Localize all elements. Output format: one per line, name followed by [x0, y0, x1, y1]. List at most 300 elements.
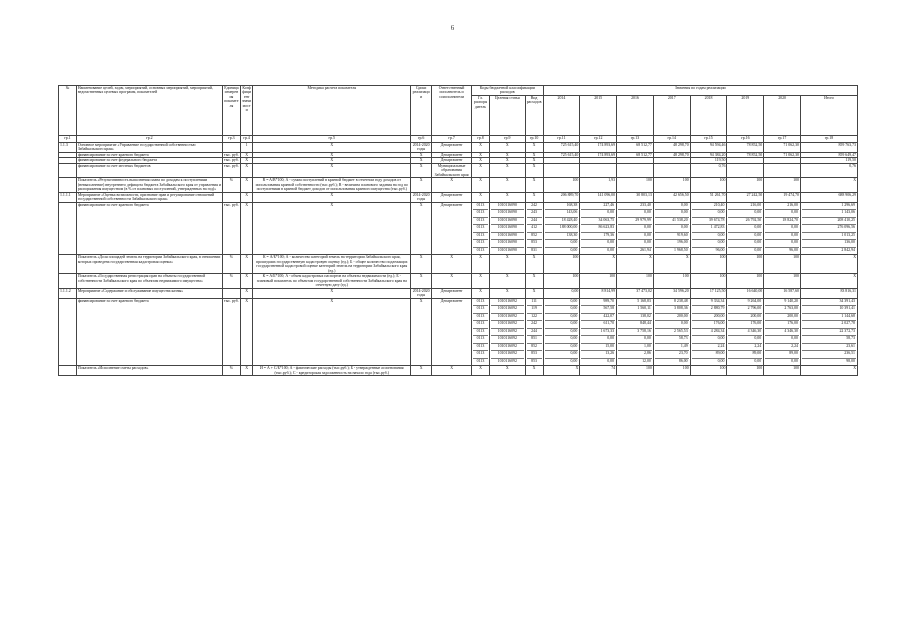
year-value: 0,00 — [791, 358, 798, 363]
year-value: 0,00 — [692, 232, 726, 240]
year-value: 216,00 — [765, 203, 799, 210]
sub-vr: 243 — [527, 210, 542, 218]
year-value: 0,00 — [545, 240, 579, 248]
year-value: 0,76 — [690, 163, 727, 177]
year-values-column — [690, 202, 727, 255]
row-period: Х — [411, 298, 432, 366]
year-value: 100 — [543, 274, 580, 288]
row-unit: тыс. руб. — [224, 152, 239, 157]
sub-cs: 1010116092 — [491, 321, 524, 329]
row-method: R = A/B*100; А - сумма поступлений в краевой бюджет в отчетном году доходов от использования краевой собственности (тыс.руб.); В - величина планового задания на год по поступлениям в краевой бюджет доходов от использования краевого имущества (тыс.руб.) — [253, 178, 411, 192]
year-values-column — [764, 202, 801, 255]
total-value: 2 027,78 — [802, 321, 856, 329]
sub-vr: 119 — [527, 306, 542, 314]
year-value: 100 — [727, 274, 764, 288]
table-row — [59, 178, 858, 192]
year-value: 68 512,77 — [617, 152, 654, 157]
row-period: 2014-2020 годы — [411, 288, 432, 298]
column-number: гр.16 — [727, 135, 764, 142]
year-values-column — [580, 202, 617, 255]
year-value: 141 096,00 — [580, 192, 617, 202]
year-value: 89,00 — [728, 351, 762, 359]
header-period: Сроки реализации — [411, 86, 432, 136]
year-value: 9 264,00 — [728, 299, 762, 306]
row-cs: Х — [489, 163, 525, 177]
year-value: 2 763,00 — [765, 306, 799, 314]
row-number — [59, 202, 77, 255]
year-value: 86,00 — [678, 358, 688, 363]
row-coef: Х — [240, 255, 253, 274]
sub-cs: 1010116092 — [497, 358, 517, 363]
sub-cs: 1010116092 — [491, 299, 524, 306]
row-cs: Х — [489, 152, 525, 157]
total-value: 2 842,94 — [841, 247, 855, 252]
year-value: 13,26 — [581, 351, 615, 359]
row-gr: Х — [472, 192, 490, 202]
year-value: 188 000,00 — [545, 225, 579, 233]
year-value: 100 — [653, 366, 690, 376]
year-value: 100 — [727, 366, 764, 376]
row-period: Х — [411, 255, 432, 274]
row-vr: Х — [525, 152, 543, 157]
year-values-column — [543, 202, 580, 255]
year-value: 143,06 — [545, 210, 579, 218]
row-coef: Х — [240, 202, 253, 255]
year-value: 96,00 — [715, 247, 725, 252]
year-value: 48 298,70 — [653, 142, 690, 152]
total-value: Х — [800, 178, 857, 192]
year-values-column — [653, 298, 690, 366]
column-number: гр.6 — [411, 135, 432, 142]
year-value: 78 852,50 — [727, 152, 764, 157]
year-value: 34 596,20 — [653, 288, 690, 298]
row-unit: % — [222, 366, 240, 376]
row-executor: Департамент — [432, 288, 472, 298]
year-value: 138,30 — [545, 232, 579, 240]
total-values-column — [800, 202, 857, 255]
year-value: 168,38 — [545, 203, 579, 210]
sub-cs: 1010116090 — [491, 240, 524, 248]
total-value: 83 816,31 — [800, 288, 857, 298]
row-executor: Департамент — [432, 202, 472, 255]
header-bk-cs: Целевая статья — [489, 95, 525, 135]
sub-vr: 852 — [527, 232, 542, 240]
year-value: 100 — [617, 178, 654, 192]
year-value: 12,00 — [642, 358, 651, 363]
year-value: 2,86 — [618, 351, 652, 359]
year-values-column — [617, 298, 654, 366]
sub-vr: 244 — [527, 217, 542, 225]
year-value: 2 796,00 — [728, 306, 762, 314]
year-value: 0,00 — [692, 210, 726, 218]
row-executor: Муниципальные образования Забайкальского края — [432, 163, 472, 177]
row-coef: Х — [240, 366, 253, 376]
year-value: 725 615,40 — [543, 152, 580, 157]
row-executor: Х — [432, 255, 472, 274]
year-value: 16 640,00 — [727, 288, 764, 298]
year-value: Х — [617, 255, 654, 274]
row-period: 2014-2020 годы — [411, 192, 432, 202]
year-values-column — [617, 202, 654, 255]
total-value: 10 391,41 — [802, 306, 856, 314]
year-value: 94 594,46 — [690, 142, 727, 152]
total-value: Х — [800, 366, 857, 376]
sub-cs: 1010116092 — [491, 328, 524, 336]
column-number: гр.14 — [653, 135, 690, 142]
year-value: 0,00 — [607, 358, 615, 363]
column-number: гр.8 — [472, 135, 490, 142]
row-gr: Х — [472, 178, 490, 192]
row-number — [59, 274, 77, 288]
column-number: гр.1 — [59, 135, 77, 142]
year-value: 1,49 — [655, 343, 689, 351]
row-vr: Х — [525, 142, 543, 152]
total-value: 688 906,29 — [800, 192, 857, 202]
total-value: 98,00 — [846, 358, 855, 363]
row-period: Х — [411, 274, 432, 288]
row-executor: Департамент — [432, 298, 472, 366]
year-value: 100 — [727, 255, 764, 274]
year-value: 0,00 — [545, 328, 579, 336]
row-executor: Х — [432, 366, 472, 376]
header-year: 2018 — [690, 95, 727, 135]
year-value: 4 346,30 — [728, 328, 762, 336]
header-total: Итого — [800, 95, 857, 135]
year-value: 3 808,36 — [655, 306, 689, 314]
row-executor: Департамент — [432, 158, 472, 163]
row-name: финансирование за счет местных бюджетов — [76, 163, 222, 177]
row-number — [59, 298, 77, 366]
year-value: 0,00 — [581, 240, 615, 248]
row-coef: Х — [240, 178, 253, 192]
year-value: 19 474,70 — [764, 192, 801, 202]
sub-vr: 244 — [527, 328, 542, 336]
year-value: 0,00 — [655, 203, 689, 210]
year-value: 176,00 — [765, 321, 799, 329]
sub-gr: 0113 — [473, 343, 488, 351]
year-value: 1 673,33 — [581, 328, 615, 336]
row-gr: Х — [472, 158, 490, 163]
year-value: 96,00 — [789, 247, 798, 252]
header-year: 2017 — [653, 95, 690, 135]
year-value: 0,00 — [581, 336, 615, 344]
table-row — [59, 202, 858, 255]
sub-vr: 412 — [527, 225, 542, 233]
year-value: 100 — [764, 366, 801, 376]
year-value: 1 968,50 — [674, 247, 688, 252]
year-value: 16 587,60 — [764, 288, 801, 298]
year-value: 206 889,70 — [543, 192, 580, 202]
year-value: 176,00 — [728, 321, 762, 329]
header-year: 2014 — [543, 95, 580, 135]
header-executor: Ответственный исполнитель и соисполнители — [432, 86, 472, 136]
year-value: 196,00 — [655, 240, 689, 248]
row-method: Х — [253, 142, 411, 152]
column-number: гр.18 — [800, 135, 857, 142]
bk-column-vr — [525, 298, 543, 366]
year-value: 0,00 — [581, 210, 615, 218]
year-value: 0,00 — [545, 351, 579, 359]
year-value: 23,70 — [655, 351, 689, 359]
row-method: Х — [253, 192, 411, 202]
year-value: 567,58 — [581, 306, 615, 314]
total-value: 1 143,06 — [802, 210, 856, 218]
year-value: 2,24 — [728, 343, 762, 351]
table-row — [59, 366, 858, 376]
row-name: Показатель «Доля площадей земель на территории Забайкальского края, в отношении которых проведена государственная кадастровая оценка» — [76, 255, 222, 274]
row-method: Х — [253, 158, 411, 163]
sub-gr: 0113 — [473, 203, 488, 210]
year-value: 176,00 — [692, 321, 726, 329]
row-executor: Департамент — [432, 192, 472, 202]
row-cs: Х — [489, 192, 525, 202]
row-method: Х — [253, 163, 411, 177]
total-value: Х — [800, 274, 857, 288]
year-value: 100 — [764, 255, 801, 274]
year-value: 0,00 — [765, 210, 799, 218]
sub-cs: 1010116090 — [491, 210, 524, 218]
year-value: 100 — [543, 255, 580, 274]
year-value: 233,40 — [618, 203, 652, 210]
sub-gr: 0113 — [473, 351, 488, 359]
year-value: 100 — [690, 255, 727, 274]
year-value: 100 — [580, 274, 617, 288]
row-gr: Х — [472, 288, 490, 298]
row-executor: Департамент — [432, 142, 472, 152]
total-value: 859 763,73 — [800, 142, 857, 152]
page-number: 6 — [450, 24, 455, 32]
year-value: 58,73 — [655, 336, 689, 344]
year-value: 18 428,40 — [545, 217, 579, 225]
header-unit: Единица измерения показателя — [222, 86, 240, 136]
year-value — [580, 163, 617, 177]
sub-vr: 851 — [527, 336, 542, 344]
year-value: 8 814,99 — [580, 288, 617, 298]
table-row — [59, 163, 858, 177]
row-number: 1.1.3 — [59, 142, 77, 152]
year-value: 37 473,02 — [617, 288, 654, 298]
year-value: 0,00 — [545, 299, 579, 306]
year-value: 0,00 — [754, 247, 762, 252]
year-value: 29 979,99 — [618, 217, 652, 225]
year-value: 2,24 — [765, 343, 799, 351]
row-name: финансирование за счет федерального бюджета — [76, 158, 222, 163]
year-value: 1,93 — [580, 178, 617, 192]
row-coef: Х — [240, 158, 253, 163]
year-value: 611,70 — [581, 321, 615, 329]
sub-gr: 0113 — [476, 247, 485, 252]
row-executor: Х — [432, 178, 472, 192]
bk-column-vr — [525, 202, 543, 255]
column-number: гр.11 — [543, 135, 580, 142]
year-value: 0,00 — [655, 225, 689, 233]
table-row — [59, 274, 858, 288]
year-value: 0,00 — [717, 358, 725, 363]
year-value: 0,00 — [765, 232, 799, 240]
row-cs: Х — [489, 274, 525, 288]
row-gr: Х — [472, 152, 490, 157]
row-cs: Х — [489, 288, 525, 298]
row-vr: Х — [525, 288, 543, 298]
sub-cs: 1010116092 — [491, 313, 524, 321]
row-name: Показатель «Исполнение сметы расходов» — [76, 366, 222, 376]
year-value: Х — [653, 255, 690, 274]
row-name: финансирование за счет краевого бюджета — [76, 298, 222, 366]
column-number: гр.7 — [432, 135, 472, 142]
year-value: 1 472,83 — [692, 225, 726, 233]
year-value: 42 656,50 — [653, 192, 690, 202]
year-value: 0,00 — [728, 210, 762, 218]
row-number — [59, 366, 77, 376]
year-value: 0,00 — [765, 240, 799, 248]
row-name: финансирование за счет краевого бюджета — [76, 152, 222, 157]
header-bk-gr: Гл. распорядитель — [472, 95, 490, 135]
column-number: гр.10 — [525, 135, 543, 142]
sub-vr: 831 — [531, 247, 537, 252]
year-value: 9 334,34 — [692, 299, 726, 306]
row-number: 1.1.1.1 — [59, 192, 77, 202]
sub-cs: 1010116092 — [491, 336, 524, 344]
row-unit: % — [222, 255, 240, 274]
year-value: 18 824,70 — [765, 217, 799, 225]
year-value: 0,00 — [728, 232, 762, 240]
year-value — [543, 163, 580, 177]
total-value: 119,50 — [800, 158, 857, 163]
header-year: 2016 — [617, 95, 654, 135]
header-method: Методика расчета показателя — [253, 86, 411, 136]
year-value: 39 674,78 — [692, 217, 726, 225]
sub-vr: 853 — [527, 351, 542, 359]
year-value: 227,46 — [581, 203, 615, 210]
row-coef: 1 — [240, 142, 253, 152]
row-period: 2014-2020 годы — [411, 142, 432, 152]
row-method: Х — [253, 152, 411, 157]
header-values-group: Значения по годам реализации — [543, 86, 857, 96]
year-value: 100 — [617, 274, 654, 288]
year-value: 100 — [727, 178, 764, 192]
row-vr: Х — [525, 255, 543, 274]
total-value: 276 096,56 — [802, 225, 856, 233]
year-value: 0,00 — [692, 336, 726, 344]
table-row — [59, 192, 858, 202]
year-value: 2,24 — [692, 343, 726, 351]
year-value: 89,00 — [765, 351, 799, 359]
year-value: 0,00 — [655, 321, 689, 329]
year-value: 100 — [690, 178, 727, 192]
row-name: Мероприятие «Оценка возможности, признание прав и регулирование отношений государственной собственности Забайкальского края» — [76, 192, 222, 202]
year-value: 89,00 — [692, 351, 726, 359]
year-values-column — [690, 298, 727, 366]
row-number — [59, 178, 77, 192]
sub-gr: 0113 — [473, 313, 488, 321]
year-value: 2 880,79 — [692, 306, 726, 314]
row-cs: Х — [489, 255, 525, 274]
row-vr: Х — [525, 366, 543, 376]
year-value: Х — [543, 366, 580, 376]
row-period: Х — [411, 178, 432, 192]
year-value: 989,70 — [581, 299, 615, 306]
header-year: 2015 — [580, 95, 617, 135]
sub-gr: 0113 — [473, 225, 488, 233]
row-unit: % — [222, 178, 240, 192]
year-value: 100 — [543, 178, 580, 192]
year-value: 17 125,50 — [690, 288, 727, 298]
year-value: 0,00 — [765, 225, 799, 233]
year-value: 48 298,70 — [653, 152, 690, 157]
row-coef: Х — [240, 288, 253, 298]
total-value: 23,61 — [802, 343, 856, 351]
row-period: Х — [411, 163, 432, 177]
row-name: Показатель «Государственная регистрация прав на объекты государственной собственности Забайкальского края по объектам недвижимого имущества» — [76, 274, 222, 288]
year-value: 100 — [764, 274, 801, 288]
total-value: 58,73 — [802, 336, 856, 344]
year-value — [727, 163, 764, 177]
row-period: Х — [411, 152, 432, 157]
year-value: 0,00 — [545, 336, 579, 344]
header-bk-group: Коды бюджетной классификации расходов — [472, 86, 543, 96]
sub-gr: 0113 — [473, 306, 488, 314]
sub-gr: 0113 — [473, 210, 488, 218]
table-row — [59, 288, 858, 298]
year-value: 0,00 — [618, 210, 652, 218]
row-method: И = А + С/Б*100; А - фактические расходы (тыс.руб.); Б - утвержденные ассигнования (тыс.руб.); С - кредиторская задолженность на начало года (тыс.руб.) — [253, 366, 411, 376]
row-number: 1.1.1.2 — [59, 288, 77, 298]
year-value: 9 140,20 — [765, 299, 799, 306]
year-value: 0,00 — [728, 240, 762, 248]
year-value: 41 538,20 — [655, 217, 689, 225]
program-table — [58, 85, 858, 376]
column-number: гр.3 — [222, 135, 240, 142]
year-value: 8 238,48 — [655, 299, 689, 306]
year-value — [764, 163, 801, 177]
sub-cs: 1010116090 — [491, 217, 524, 225]
year-value: 0,00 — [545, 313, 579, 321]
row-period: Х — [411, 158, 432, 163]
sub-vr: 242 — [527, 203, 542, 210]
total-value: 208 410,25 — [802, 217, 856, 225]
table-row — [59, 142, 858, 152]
year-value: 27 242,50 — [727, 192, 764, 202]
year-value: 179,36 — [581, 232, 615, 240]
year-value: 725 615,40 — [543, 142, 580, 152]
table-row — [59, 298, 858, 366]
sub-gr: 0113 — [473, 232, 488, 240]
bk-column-gr — [472, 202, 490, 255]
table-body — [59, 142, 858, 375]
year-value: 68 512,77 — [617, 142, 654, 152]
sub-gr: 0113 — [473, 299, 488, 306]
year-value: 0,00 — [545, 321, 579, 329]
bk-column-gr — [472, 298, 490, 366]
row-coef: Х — [240, 274, 253, 288]
year-value: 0,00 — [570, 247, 578, 252]
year-value: 78 852,50 — [727, 142, 764, 152]
year-value: 200,00 — [655, 313, 689, 321]
year-value: 0,00 — [728, 336, 762, 344]
year-value: 1 560,11 — [618, 306, 652, 314]
year-value: 0,00 — [618, 225, 652, 233]
row-unit — [222, 288, 240, 298]
total-value: 0,76 — [800, 163, 857, 177]
sub-vr: 852 — [527, 343, 542, 351]
year-values-column — [727, 202, 764, 255]
header-num: № — [59, 86, 77, 136]
year-value: 94 384,20 — [690, 152, 727, 157]
bk-column-cs — [489, 298, 525, 366]
row-coef: Х — [240, 298, 253, 366]
year-value: 0,00 — [570, 358, 578, 363]
row-unit: тыс. руб. — [222, 163, 240, 177]
